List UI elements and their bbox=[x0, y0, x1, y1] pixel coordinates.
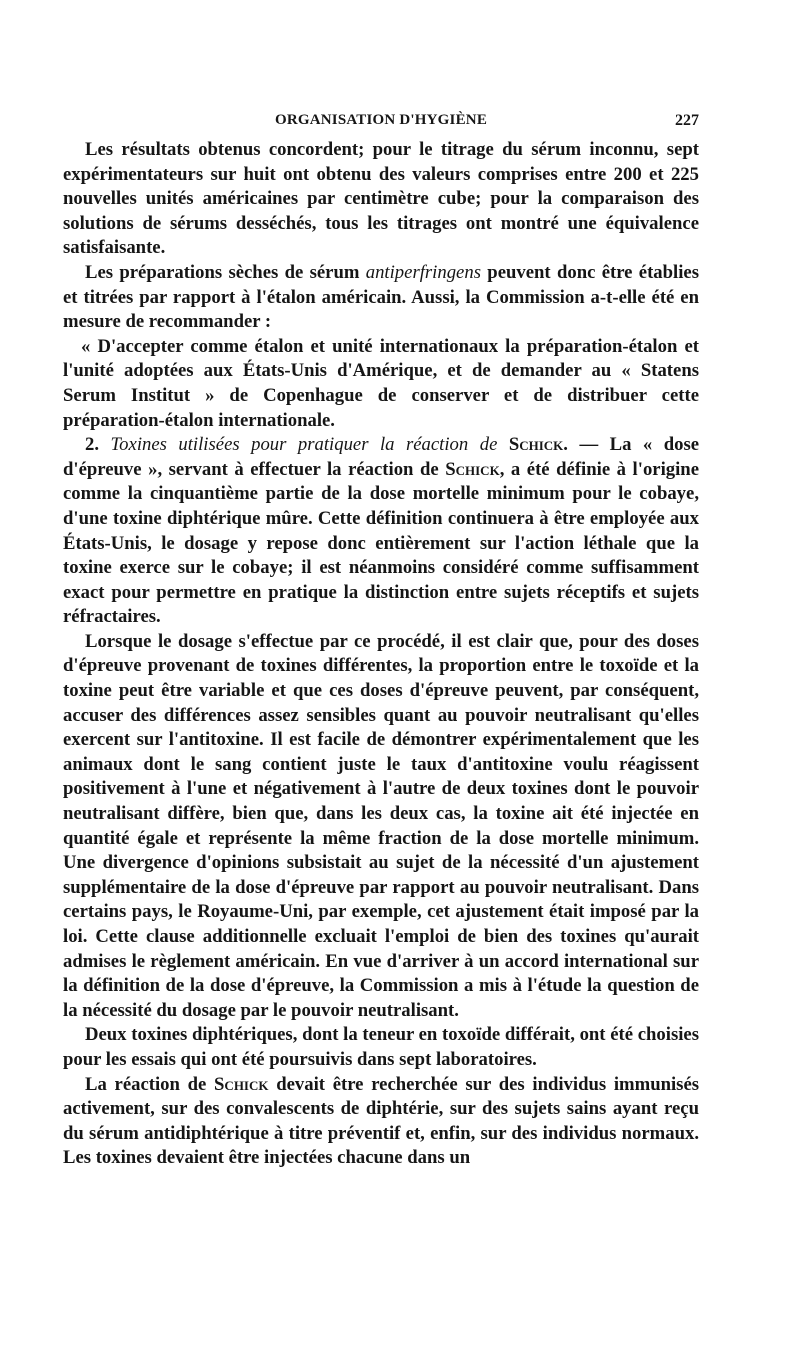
p2-text-before: Les préparations sèches de sérum bbox=[85, 261, 366, 283]
section-number: 2. bbox=[85, 434, 100, 456]
p2-text-after: peuvent donc être établies et titrées par rapport à l'étalon américain. Aussi, la Commission a-t-elle été en mesure de recommander : bbox=[63, 261, 699, 333]
paragraph-recommendation-quote: « D'accepter comme étalon et unité internationaux la préparation-étalon et l'unité adoptées aux États-Unis d'Amérique, et de demander au « Statens Serum Institut » de Copenhague de conserver et de distribuer cette préparation-étalon internationale. bbox=[63, 335, 699, 431]
running-head bbox=[63, 112, 699, 134]
section-heading-dash: . — bbox=[563, 434, 599, 456]
p4-text-2: , a été définie à l'origine comme la cinquantième partie de la dose mortelle minimum pour le cobaye, d'une toxine diphtérique mûre. Cette définition continuera à être employée aux États-Unis, le dosage y repose donc entièrement sur l'action léthale que la toxine exerce sur le cobaye; il est néanmoins considéré comme suffisamment exact pour permettre en pratique la distinction entre sujets réceptifs et sujets réfractaires. bbox=[63, 458, 699, 628]
p4-schick: Schick bbox=[445, 458, 500, 480]
paragraph-two-toxins: Deux toxines diphtériques, dont la teneur en toxoïde différait, ont été choisies pour les essais qui ont été poursuivis dans sept laboratoires. bbox=[63, 1024, 699, 1070]
body-text bbox=[63, 138, 699, 1171]
section-heading: Toxines utilisées pour pratiquer la réaction de bbox=[110, 434, 498, 456]
paragraph-dry-preparations bbox=[63, 261, 699, 335]
section-heading-schick: Schick bbox=[508, 434, 564, 456]
paragraph-schick-reaction bbox=[63, 1073, 699, 1171]
book-page bbox=[63, 112, 699, 1171]
paragraph-section-2 bbox=[63, 433, 699, 630]
p7-schick: Schick bbox=[214, 1073, 269, 1095]
running-title: ORGANISATION D'HYGIÈNE bbox=[274, 112, 488, 128]
p2-italic-term: antiperfringens bbox=[365, 261, 481, 283]
paragraph-dosage-procedure: Lorsque le dosage s'effectue par ce procédé, il est clair que, pour des doses d'épreuve provenant de toxines différentes, la proportion entre le toxoïde et la toxine peut être variable et que ces doses d'épreuve peuvent, par conséquent, accuser des différences assez sensibles quant au pouvoir neutralisant qu'elles exercent sur l'antitoxine. Il est facile de démontrer expérimentalement que les animaux dont le sang contient juste le taux d'antitoxine voulu réagissent positivement à l'une et négativement à l'autre de deux toxines dont le pouvoir neutralisant diffère, bien que, dans les deux cas, la toxine ait été injectée en quantité égale et représente la même fraction de la dose mortelle minimum. Une divergence d'opinions subsistait au sujet de la nécessité d'un ajustement supplémentaire de la dose d'épreuve par rapport au pouvoir neutralisant. Dans certains pays, le Royaume-Uni, par exemple, cet ajustement était imposé par la loi. Cette clause additionnelle excluait l'emploi de bien des toxines qu'aurait admises le règlement américain. En vue d'arriver à un accord international sur la définition de la dose d'épreuve, la Commission a mis à l'étude la question de la nécessité du dosage par le pouvoir neutralisant. bbox=[63, 630, 699, 1021]
paragraph-results: Les résultats obtenus concordent; pour le titrage du sérum inconnu, sept expérimentateurs sur huit ont obtenu des valeurs comprises entre 200 et 225 nouvelles unités américaines par centimètre cube; pour la comparaison des solutions de sérums desséchés, tous les titrages ont montré une équivalence satisfaisante. bbox=[63, 139, 699, 259]
p4-text-1: La « dose d'épreuve », servant à effectuer la réaction de bbox=[63, 434, 700, 480]
p7-text-before: La réaction de bbox=[85, 1073, 215, 1095]
page-number: 227 bbox=[675, 112, 699, 129]
p7-text-after: devait être recherchée sur des individus immunisés activement, sur des convalescents de diphtérie, sur des sujets sains ayant reçu du sérum antidiphtérique à titre préventif et, enfin, sur des individus normaux. Les toxines devaient être injectées chacune dans un bbox=[63, 1073, 700, 1169]
